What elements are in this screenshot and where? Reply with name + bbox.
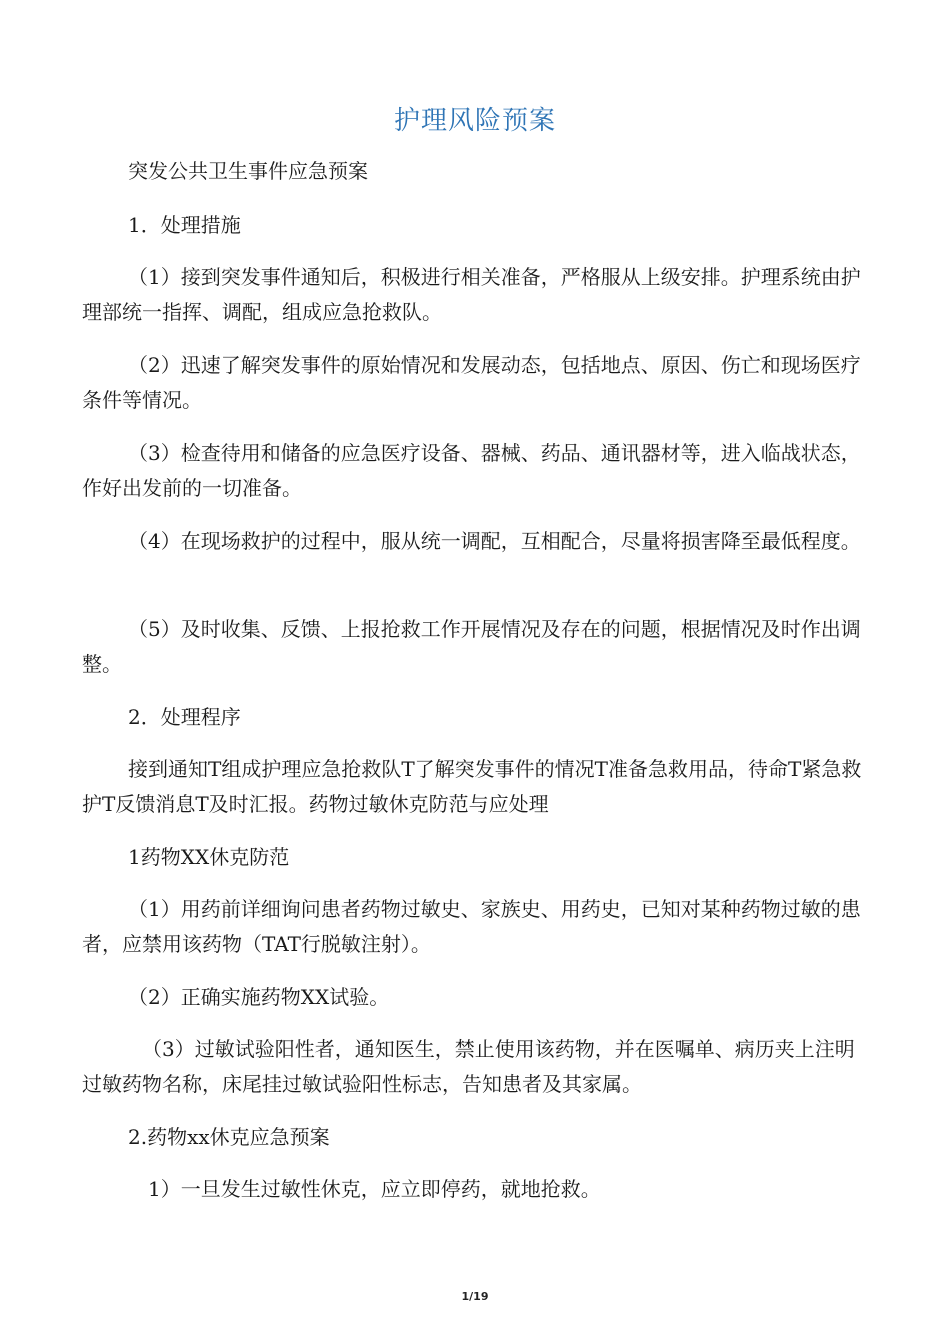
paragraph-prevention-3: （3）过敏试验阳性者，通知医生，禁止使用该药物，并在医嘱单、病历夹上注明过敏药物名称，床尾挂过敏试验阳性标志，告知患者及其家属。 (82, 1037, 855, 1096)
paragraph-subheading-measures: 1．处理措施 (128, 213, 241, 237)
paragraph-subheading-prevention: 1药物XX休克防范 (128, 845, 290, 869)
paragraph-measure-1: （1）接到突发事件通知后，积极进行相关准备，严格服从上级安排。护理系统由护理部统一指挥、调配，组成应急抢救队。 (82, 265, 861, 324)
page-number: 1/19 (461, 1290, 489, 1303)
paragraph-measure-3: （3）检查待用和储备的应急医疗设备、器械、药品、通讯器材等，进入临战状态，作好出发前的一切准备。 (82, 441, 861, 500)
paragraph-section-heading: 突发公共卫生事件应急预案 (128, 159, 368, 183)
paragraph-procedure: 接到通知T组成护理应急抢救队T了解突发事件的情况T准备急救用品，待命T紧急救护T反馈消息T及时汇报。药物过敏休克防范与应处理 (82, 757, 862, 816)
paragraph-measure-2: （2）迅速了解突发事件的原始情况和发展动态，包括地点、原因、伤亡和现场医疗条件等情况。 (82, 353, 861, 412)
paragraph-measure-5: （5）及时收集、反馈、上报抢救工作开展情况及存在的问题，根据情况及时作出调整。 (82, 617, 861, 676)
paragraph-prevention-1: （1）用药前详细询问患者药物过敏史、家族史、用药史，已知对某种药物过敏的患者，应禁用该药物（TAT行脱敏注射）。 (82, 897, 861, 956)
paragraph-prevention-2: （2）正确实施药物XX试验。 (128, 985, 390, 1009)
paragraph-measure-4: （4）在现场救护的过程中，服从统一调配，互相配合，尽量将损害降至最低程度。 (128, 529, 861, 553)
document-title: 护理风险预案 (393, 106, 556, 136)
paragraph-emergency-1: 1）一旦发生过敏性休克，应立即停药，就地抢救。 (148, 1177, 601, 1201)
paragraph-subheading-procedure: 2．处理程序 (128, 705, 241, 729)
paragraph-subheading-emergency-plan: 2.药物xx休克应急预案 (128, 1125, 330, 1149)
